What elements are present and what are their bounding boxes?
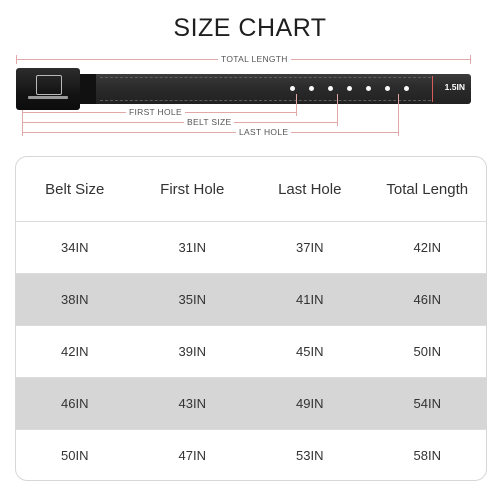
- belt-size-label: BELT SIZE: [184, 117, 234, 127]
- header-last-hole: Last Hole: [278, 180, 342, 198]
- belt-start-tick: [22, 110, 23, 136]
- table-row: [16, 430, 486, 482]
- table-row: [16, 378, 486, 430]
- belt-hole: [309, 86, 314, 91]
- strap-stitching-top: [100, 77, 431, 78]
- size-table-card: [15, 156, 487, 481]
- cell-first-hole: 43IN: [134, 378, 252, 430]
- belt-hole: [385, 86, 390, 91]
- cell-total-length: 46IN: [369, 274, 487, 326]
- belt-illustration: [16, 68, 471, 110]
- cell-belt-size: 46IN: [16, 378, 134, 430]
- first-hole-tick: [296, 94, 297, 116]
- table-header-row: [16, 157, 486, 222]
- size-table: [16, 157, 486, 481]
- cell-first-hole: 47IN: [134, 430, 252, 482]
- cell-first-hole: 39IN: [134, 326, 252, 378]
- cell-last-hole: 41IN: [251, 274, 369, 326]
- first-hole-label: FIRST HOLE: [126, 107, 185, 117]
- cell-belt-size: 42IN: [16, 326, 134, 378]
- belt-hole: [347, 86, 352, 91]
- strap-stitching-bottom: [100, 100, 431, 101]
- cell-first-hole: 35IN: [134, 274, 252, 326]
- belt-size-line: [22, 122, 337, 123]
- brand-logo-icon: [36, 75, 62, 95]
- cell-total-length: 54IN: [369, 378, 487, 430]
- belt-hole: [328, 86, 333, 91]
- cell-last-hole: 53IN: [251, 430, 369, 482]
- cell-total-length: 50IN: [369, 326, 487, 378]
- header-total-length: Total Length: [386, 180, 469, 198]
- page-title: SIZE CHART: [173, 14, 327, 42]
- belt-hole: [404, 86, 409, 91]
- total-length-tick-right: [470, 55, 471, 64]
- cell-last-hole: 45IN: [251, 326, 369, 378]
- table-row: [16, 222, 486, 274]
- cell-total-length: 42IN: [369, 222, 487, 274]
- header-belt-size: Belt Size: [45, 180, 105, 198]
- belt-strap: [96, 74, 471, 104]
- cell-belt-size: 34IN: [16, 222, 134, 274]
- cell-first-hole: 31IN: [134, 222, 252, 274]
- buckle-loop: [80, 74, 96, 104]
- cell-belt-size: 38IN: [16, 274, 134, 326]
- cell-total-length: 58IN: [369, 430, 487, 482]
- table-row: [16, 274, 486, 326]
- table-row: [16, 326, 486, 378]
- cell-belt-size: 50IN: [16, 430, 134, 482]
- belt-size-tick: [337, 94, 338, 126]
- belt-hole: [366, 86, 371, 91]
- strap-width-label: 1.5IN: [444, 82, 465, 92]
- belt-buckle: [16, 68, 80, 110]
- header-first-hole: First Hole: [160, 180, 225, 198]
- last-hole-line: [22, 132, 398, 133]
- cell-last-hole: 37IN: [251, 222, 369, 274]
- strap-width-marker: [432, 76, 433, 102]
- last-hole-label: LAST HOLE: [236, 127, 291, 137]
- brand-logo-mark: [28, 96, 68, 99]
- last-hole-tick: [398, 94, 399, 136]
- belt-hole: [290, 86, 295, 91]
- cell-last-hole: 49IN: [251, 378, 369, 430]
- total-length-tick-left: [16, 55, 17, 64]
- total-length-label: TOTAL LENGTH: [218, 54, 291, 64]
